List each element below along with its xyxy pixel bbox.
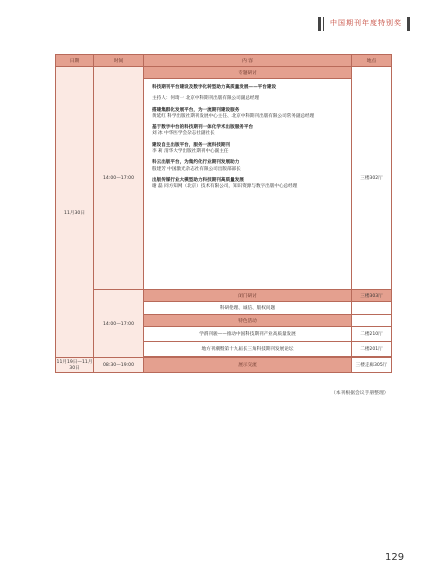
talk-speaker: 谢 磊 同方知网（北京）技术有限公司，知识资源与数字出版中心总经理 <box>152 184 298 190</box>
closed-topic: 科研伦理、诚信、版权问题 <box>144 302 352 315</box>
page-header <box>0 14 427 34</box>
venue-cell: 三楼走廊305厅 <box>352 358 392 373</box>
venue-cell-empty <box>352 302 392 315</box>
venue-cell: 三楼302厅 <box>352 67 392 290</box>
header-content: 内 容 <box>144 55 352 67</box>
source-note: （本刊根据会议手册整理） <box>331 391 389 396</box>
talk-title: 搭建集群化发展平台，为一流期刊建设服务 <box>152 107 240 113</box>
time-cell: 14:00—17:00 <box>94 67 144 290</box>
date-cell: 11月30日 <box>56 67 94 360</box>
talk-speaker: 李 莉 清华大学出版社期刊中心副主任 <box>152 149 229 155</box>
session-content <box>144 79 352 290</box>
header-time: 时间 <box>94 55 144 67</box>
talk-title: 科云出版平台，为集约化行业期刊发展助力 <box>152 160 240 166</box>
venue-cell: 二楼210厅 <box>352 327 392 342</box>
session-host: 主持人：何琦一 北京中科期刊出版有限公司副总经理 <box>152 96 260 102</box>
talk-speaker: 殷建芳 中国激光杂志社有限公司出版部部长 <box>152 166 241 172</box>
date-range-cell: 11月19日—11月30日 <box>56 358 94 373</box>
venue-cell: 三楼303厅 <box>352 290 392 302</box>
section-title: 展示交流 <box>144 358 352 373</box>
schedule-table-bottom <box>55 357 392 373</box>
header-title: 中国期刊年度特别奖 <box>330 19 402 27</box>
time-cell: 14:00—17:00 <box>94 290 144 360</box>
session-title: 科技期刊平台建设及数字化转型助力高质量发展——平台建设 <box>152 85 277 90</box>
talk-speaker: 刘 冰 中华医学会杂志社副社长 <box>152 131 215 137</box>
table-row <box>56 67 392 79</box>
time-cell: 08:30—19:00 <box>94 358 144 373</box>
header-bar-icon <box>323 17 324 31</box>
table-header-row <box>56 55 392 67</box>
page-number: 129 <box>385 552 405 563</box>
table-row <box>56 290 392 302</box>
talk-title: 基于数字中台的科技期刊一体化学术出版服务平台 <box>152 125 254 131</box>
header-venue: 地点 <box>352 55 392 67</box>
venue-cell-empty <box>352 315 392 327</box>
section-title: 特色活动 <box>144 315 352 327</box>
activity-title: 学渭刊骏——推动中国科技期刊产业高质量发展 <box>144 327 352 342</box>
talk-title: 建设自主出版平台，服务一流科技期刊 <box>152 142 231 148</box>
activity-title: 地方刊潮暨第十九届长三角科技期刊发展论坛 <box>144 342 352 357</box>
venue-cell: 二楼201厅 <box>352 342 392 357</box>
schedule-table <box>55 54 392 360</box>
section-title: 闭门研讨 <box>144 290 352 302</box>
talk-title: 出版传媒行业大模型助力科技期刊高质量发展 <box>152 177 244 183</box>
talk-speaker: 黄延红 科学出版社期刊发展中心主任、北京中科期刊出版有限公司常务副总经理 <box>152 113 315 119</box>
header-date: 日期 <box>56 55 94 67</box>
header-bar-icon <box>318 17 321 31</box>
table-row <box>56 358 392 373</box>
header-bar-icon <box>407 17 410 31</box>
section-title: 专题研讨 <box>144 67 352 79</box>
